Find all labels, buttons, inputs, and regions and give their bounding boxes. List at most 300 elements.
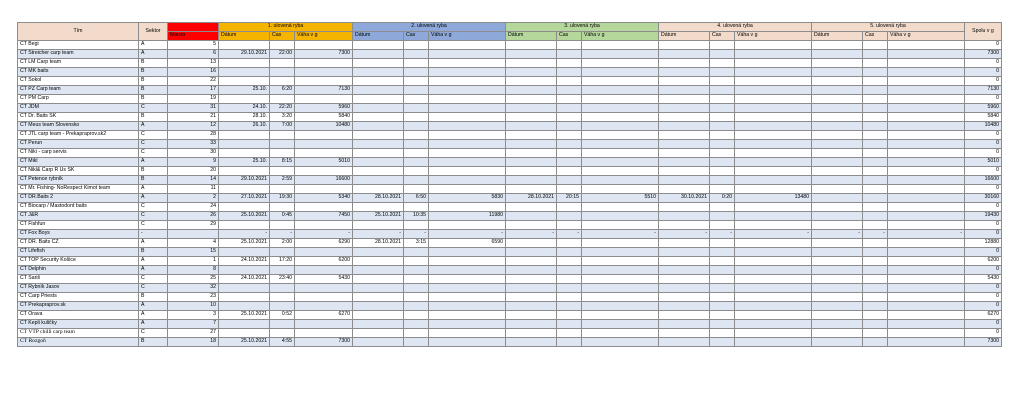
fish-3-time-cell[interactable] — [557, 275, 582, 284]
total-cell[interactable]: 0 — [965, 149, 1002, 158]
place-cell[interactable]: 23 — [168, 293, 219, 302]
fish-1-time-cell[interactable] — [270, 68, 295, 77]
total-cell[interactable]: 0 — [965, 302, 1002, 311]
fish-3-time-cell[interactable] — [557, 131, 582, 140]
fish-3-weight-cell[interactable] — [582, 266, 659, 275]
fish-1-date-cell[interactable] — [219, 140, 270, 149]
fish-2-date-cell[interactable] — [353, 86, 404, 95]
team-cell[interactable]: CT Fox Boys — [18, 230, 139, 239]
fish-5-time-cell[interactable] — [863, 41, 888, 50]
fish-3-date-cell[interactable]: - — [506, 230, 557, 239]
fish-1-time-cell[interactable]: 0:45 — [270, 212, 295, 221]
fish-4-time-cell[interactable]: 0:20 — [710, 194, 735, 203]
fish-3-date-cell[interactable] — [506, 293, 557, 302]
fish-3-date-cell[interactable] — [506, 149, 557, 158]
place-cell[interactable]: 32 — [168, 284, 219, 293]
fish-2-time-cell[interactable] — [404, 257, 429, 266]
team-cell[interactable]: CT Streicher carp team — [18, 50, 139, 59]
fish-1-date-cell[interactable]: 25.10. — [219, 158, 270, 167]
sector-cell[interactable]: A — [139, 41, 168, 50]
fish-1-date-cell[interactable] — [219, 41, 270, 50]
fish-2-weight-cell[interactable] — [429, 293, 506, 302]
team-cell[interactable]: CT DR. Baits CZ — [18, 239, 139, 248]
team-cell[interactable]: CT JDM — [18, 104, 139, 113]
fish-2-time-cell[interactable]: 3:15 — [404, 239, 429, 248]
fish-4-date-cell[interactable] — [659, 212, 710, 221]
fish-4-weight-cell[interactable] — [735, 113, 812, 122]
fish-1-weight-cell[interactable] — [295, 149, 353, 158]
fish-2-time-cell[interactable] — [404, 203, 429, 212]
fish-5-time-cell[interactable] — [863, 176, 888, 185]
fish-2-weight-cell[interactable] — [429, 113, 506, 122]
fish-3-date-cell[interactable] — [506, 257, 557, 266]
sector-cell[interactable]: B — [139, 59, 168, 68]
fish-2-date-cell[interactable]: - — [353, 230, 404, 239]
fish-4-date-cell[interactable] — [659, 68, 710, 77]
fish-1-date-cell[interactable] — [219, 77, 270, 86]
header-fish-2[interactable]: 2. ulovená ryba — [353, 23, 506, 32]
total-cell[interactable]: 7300 — [965, 50, 1002, 59]
sector-cell[interactable]: A — [139, 266, 168, 275]
total-cell[interactable]: 0 — [965, 131, 1002, 140]
fish-2-date-cell[interactable] — [353, 284, 404, 293]
fish-2-weight-cell[interactable] — [429, 95, 506, 104]
fish-1-date-cell[interactable]: 25.10.2021 — [219, 239, 270, 248]
fish-2-time-cell[interactable] — [404, 167, 429, 176]
fish-3-weight-cell[interactable] — [582, 95, 659, 104]
total-cell[interactable]: 5010 — [965, 158, 1002, 167]
fish-3-date-cell[interactable] — [506, 212, 557, 221]
fish-4-time-cell[interactable] — [710, 176, 735, 185]
fish-1-time-cell[interactable]: 2:59 — [270, 176, 295, 185]
fish-1-time-cell[interactable] — [270, 329, 295, 338]
fish-4-time-cell[interactable] — [710, 122, 735, 131]
team-cell[interactable]: CT LM Carp team — [18, 59, 139, 68]
fish-5-weight-cell[interactable] — [888, 149, 965, 158]
fish-4-weight-cell[interactable] — [735, 275, 812, 284]
fish-5-date-cell[interactable] — [812, 149, 863, 158]
fish-1-weight-cell[interactable] — [295, 248, 353, 257]
fish-2-date-cell[interactable] — [353, 203, 404, 212]
team-cell[interactable]: CT Perun — [18, 140, 139, 149]
fish-3-date-cell[interactable] — [506, 221, 557, 230]
fish-4-date-cell[interactable] — [659, 275, 710, 284]
fish-3-weight-cell[interactable] — [582, 41, 659, 50]
fish-1-time-cell[interactable]: 22:20 — [270, 104, 295, 113]
team-cell[interactable]: CT DR.Baits 2 — [18, 194, 139, 203]
fish-2-time-cell[interactable] — [404, 176, 429, 185]
fish-4-time-cell[interactable] — [710, 167, 735, 176]
fish-4-date-cell[interactable] — [659, 293, 710, 302]
header-weight-2[interactable]: Váha v g — [429, 32, 506, 41]
fish-4-time-cell[interactable] — [710, 68, 735, 77]
fish-3-time-cell[interactable] — [557, 293, 582, 302]
fish-1-weight-cell[interactable] — [295, 131, 353, 140]
fish-3-weight-cell[interactable] — [582, 257, 659, 266]
fish-5-date-cell[interactable] — [812, 77, 863, 86]
place-cell[interactable]: 24 — [168, 203, 219, 212]
fish-2-time-cell[interactable] — [404, 113, 429, 122]
fish-5-date-cell[interactable] — [812, 284, 863, 293]
total-cell[interactable]: 7300 — [965, 338, 1002, 347]
fish-2-date-cell[interactable] — [353, 158, 404, 167]
fish-4-weight-cell[interactable]: - — [735, 230, 812, 239]
fish-4-date-cell[interactable] — [659, 77, 710, 86]
fish-3-time-cell[interactable] — [557, 284, 582, 293]
fish-5-time-cell[interactable] — [863, 158, 888, 167]
team-cell[interactable]: CT Rybník Jasov — [18, 284, 139, 293]
fish-3-date-cell[interactable] — [506, 122, 557, 131]
fish-3-date-cell[interactable] — [506, 239, 557, 248]
fish-3-time-cell[interactable] — [557, 122, 582, 131]
fish-5-time-cell[interactable] — [863, 50, 888, 59]
fish-4-date-cell[interactable] — [659, 95, 710, 104]
fish-3-time-cell[interactable] — [557, 113, 582, 122]
fish-3-date-cell[interactable] — [506, 131, 557, 140]
fish-4-date-cell[interactable] — [659, 176, 710, 185]
fish-2-time-cell[interactable] — [404, 122, 429, 131]
fish-4-weight-cell[interactable] — [735, 68, 812, 77]
fish-5-time-cell[interactable] — [863, 212, 888, 221]
fish-2-time-cell[interactable] — [404, 149, 429, 158]
fish-5-weight-cell[interactable] — [888, 239, 965, 248]
fish-1-date-cell[interactable] — [219, 284, 270, 293]
fish-4-time-cell[interactable] — [710, 338, 735, 347]
fish-2-weight-cell[interactable] — [429, 59, 506, 68]
fish-2-date-cell[interactable] — [353, 50, 404, 59]
fish-1-weight-cell[interactable] — [295, 77, 353, 86]
fish-5-weight-cell[interactable] — [888, 176, 965, 185]
fish-3-weight-cell[interactable] — [582, 167, 659, 176]
fish-5-time-cell[interactable] — [863, 86, 888, 95]
fish-3-date-cell[interactable] — [506, 338, 557, 347]
fish-1-date-cell[interactable] — [219, 320, 270, 329]
fish-4-time-cell[interactable] — [710, 212, 735, 221]
fish-1-weight-cell[interactable] — [295, 59, 353, 68]
fish-5-weight-cell[interactable] — [888, 104, 965, 113]
fish-4-time-cell[interactable] — [710, 320, 735, 329]
fish-1-weight-cell[interactable]: 7300 — [295, 338, 353, 347]
fish-2-weight-cell[interactable] — [429, 329, 506, 338]
fish-4-time-cell[interactable] — [710, 113, 735, 122]
fish-5-date-cell[interactable] — [812, 41, 863, 50]
fish-3-weight-cell[interactable] — [582, 221, 659, 230]
total-cell[interactable]: 0 — [965, 329, 1002, 338]
fish-5-date-cell[interactable] — [812, 104, 863, 113]
place-cell[interactable]: 26 — [168, 212, 219, 221]
total-cell[interactable]: 16600 — [965, 176, 1002, 185]
fish-4-date-cell[interactable] — [659, 329, 710, 338]
total-cell[interactable]: 12880 — [965, 239, 1002, 248]
fish-5-time-cell[interactable] — [863, 140, 888, 149]
fish-5-weight-cell[interactable] — [888, 284, 965, 293]
fish-3-time-cell[interactable]: - — [557, 230, 582, 239]
fish-3-date-cell[interactable] — [506, 329, 557, 338]
fish-1-time-cell[interactable]: 7:00 — [270, 122, 295, 131]
fish-5-time-cell[interactable] — [863, 302, 888, 311]
fish-3-date-cell[interactable] — [506, 140, 557, 149]
sector-cell[interactable]: B — [139, 167, 168, 176]
fish-1-weight-cell[interactable] — [295, 329, 353, 338]
fish-4-time-cell[interactable] — [710, 104, 735, 113]
fish-2-weight-cell[interactable]: 11980 — [429, 212, 506, 221]
fish-1-date-cell[interactable]: 24.10. — [219, 104, 270, 113]
fish-1-time-cell[interactable]: 2:00 — [270, 239, 295, 248]
team-cell[interactable]: CT PM Carp — [18, 95, 139, 104]
sector-cell[interactable]: A — [139, 302, 168, 311]
fish-2-date-cell[interactable] — [353, 338, 404, 347]
fish-2-weight-cell[interactable] — [429, 266, 506, 275]
fish-5-weight-cell[interactable] — [888, 95, 965, 104]
fish-3-time-cell[interactable] — [557, 239, 582, 248]
fish-1-date-cell[interactable] — [219, 149, 270, 158]
fish-3-weight-cell[interactable]: - — [582, 230, 659, 239]
fish-4-time-cell[interactable] — [710, 311, 735, 320]
fish-5-date-cell[interactable] — [812, 329, 863, 338]
fish-4-date-cell[interactable] — [659, 41, 710, 50]
fish-4-date-cell[interactable] — [659, 86, 710, 95]
sector-cell[interactable]: C — [139, 140, 168, 149]
total-cell[interactable]: 0 — [965, 185, 1002, 194]
sector-cell[interactable]: C — [139, 329, 168, 338]
fish-1-time-cell[interactable] — [270, 41, 295, 50]
total-cell[interactable]: 0 — [965, 68, 1002, 77]
fish-2-weight-cell[interactable]: 6590 — [429, 239, 506, 248]
fish-4-time-cell[interactable] — [710, 131, 735, 140]
fish-2-time-cell[interactable] — [404, 50, 429, 59]
fish-1-weight-cell[interactable]: 7300 — [295, 50, 353, 59]
header-sector[interactable]: Sektor — [139, 23, 168, 41]
sector-cell[interactable]: C — [139, 203, 168, 212]
fish-5-date-cell[interactable] — [812, 158, 863, 167]
fish-1-date-cell[interactable] — [219, 329, 270, 338]
fish-3-weight-cell[interactable]: 5510 — [582, 194, 659, 203]
fish-2-time-cell[interactable] — [404, 104, 429, 113]
fish-5-weight-cell[interactable] — [888, 77, 965, 86]
fish-5-weight-cell[interactable] — [888, 86, 965, 95]
fish-5-time-cell[interactable] — [863, 194, 888, 203]
fish-3-weight-cell[interactable] — [582, 140, 659, 149]
fish-5-date-cell[interactable] — [812, 203, 863, 212]
fish-2-time-cell[interactable] — [404, 275, 429, 284]
fish-5-weight-cell[interactable] — [888, 275, 965, 284]
header-time-1[interactable]: Čas — [270, 32, 295, 41]
fish-5-weight-cell[interactable] — [888, 320, 965, 329]
team-cell[interactable]: CT Carp Priests — [18, 293, 139, 302]
fish-2-weight-cell[interactable] — [429, 77, 506, 86]
fish-4-time-cell[interactable] — [710, 275, 735, 284]
team-cell[interactable]: CT TOP Security Košice — [18, 257, 139, 266]
fish-4-weight-cell[interactable] — [735, 104, 812, 113]
sector-cell[interactable]: C — [139, 221, 168, 230]
fish-1-time-cell[interactable] — [270, 59, 295, 68]
sector-cell[interactable]: B — [139, 176, 168, 185]
fish-5-weight-cell[interactable] — [888, 338, 965, 347]
sector-cell[interactable]: - — [139, 230, 168, 239]
fish-4-date-cell[interactable] — [659, 140, 710, 149]
fish-4-date-cell[interactable] — [659, 59, 710, 68]
fish-1-weight-cell[interactable]: 5960 — [295, 104, 353, 113]
fish-3-date-cell[interactable] — [506, 320, 557, 329]
fish-2-weight-cell[interactable] — [429, 185, 506, 194]
sector-cell[interactable]: B — [139, 68, 168, 77]
place-cell[interactable]: 27 — [168, 329, 219, 338]
fish-3-time-cell[interactable]: 20:15 — [557, 194, 582, 203]
fish-2-time-cell[interactable] — [404, 284, 429, 293]
place-cell[interactable]: 14 — [168, 176, 219, 185]
total-cell[interactable]: 5840 — [965, 113, 1002, 122]
place-cell[interactable]: 20 — [168, 167, 219, 176]
total-cell[interactable]: 0 — [965, 41, 1002, 50]
fish-4-weight-cell[interactable] — [735, 257, 812, 266]
fish-5-weight-cell[interactable] — [888, 185, 965, 194]
fish-1-weight-cell[interactable]: 7130 — [295, 86, 353, 95]
fish-2-date-cell[interactable] — [353, 167, 404, 176]
fish-3-weight-cell[interactable] — [582, 158, 659, 167]
fish-5-time-cell[interactable] — [863, 338, 888, 347]
fish-4-time-cell[interactable] — [710, 302, 735, 311]
fish-4-weight-cell[interactable] — [735, 86, 812, 95]
fish-5-time-cell[interactable] — [863, 122, 888, 131]
fish-2-time-cell[interactable]: 6:50 — [404, 194, 429, 203]
header-date-5[interactable]: Dátum — [812, 32, 863, 41]
fish-3-date-cell[interactable] — [506, 203, 557, 212]
fish-4-date-cell[interactable] — [659, 122, 710, 131]
fish-3-date-cell[interactable] — [506, 59, 557, 68]
fish-3-time-cell[interactable] — [557, 167, 582, 176]
fish-5-weight-cell[interactable] — [888, 113, 965, 122]
fish-5-time-cell[interactable] — [863, 239, 888, 248]
fish-1-date-cell[interactable]: 25.10. — [219, 86, 270, 95]
fish-2-date-cell[interactable] — [353, 140, 404, 149]
fish-1-weight-cell[interactable] — [295, 266, 353, 275]
fish-4-date-cell[interactable] — [659, 158, 710, 167]
fish-1-time-cell[interactable]: 0:52 — [270, 311, 295, 320]
place-cell[interactable]: 2 — [168, 194, 219, 203]
header-time-2[interactable]: Čas — [404, 32, 429, 41]
fish-5-time-cell[interactable] — [863, 104, 888, 113]
fish-3-weight-cell[interactable] — [582, 302, 659, 311]
total-cell[interactable]: 0 — [965, 221, 1002, 230]
sector-cell[interactable]: B — [139, 293, 168, 302]
fish-5-date-cell[interactable] — [812, 113, 863, 122]
fish-2-time-cell[interactable] — [404, 221, 429, 230]
header-date-3[interactable]: Dátum — [506, 32, 557, 41]
fish-2-date-cell[interactable] — [353, 221, 404, 230]
total-cell[interactable]: 0 — [965, 95, 1002, 104]
fish-5-time-cell[interactable] — [863, 149, 888, 158]
fish-2-weight-cell[interactable]: - — [429, 230, 506, 239]
fish-2-date-cell[interactable] — [353, 41, 404, 50]
fish-2-date-cell[interactable] — [353, 311, 404, 320]
fish-1-date-cell[interactable] — [219, 167, 270, 176]
fish-5-date-cell[interactable] — [812, 266, 863, 275]
fish-1-weight-cell[interactable] — [295, 68, 353, 77]
fish-1-time-cell[interactable] — [270, 302, 295, 311]
fish-1-time-cell[interactable] — [270, 248, 295, 257]
fish-5-time-cell[interactable] — [863, 293, 888, 302]
fish-5-weight-cell[interactable] — [888, 302, 965, 311]
fish-3-weight-cell[interactable] — [582, 149, 659, 158]
sector-cell[interactable]: A — [139, 239, 168, 248]
fish-1-time-cell[interactable]: 23:40 — [270, 275, 295, 284]
total-cell[interactable]: 0 — [965, 230, 1002, 239]
fish-5-weight-cell[interactable] — [888, 158, 965, 167]
team-cell[interactable]: CT Petence rybník — [18, 176, 139, 185]
fish-1-time-cell[interactable] — [270, 140, 295, 149]
fish-4-weight-cell[interactable] — [735, 50, 812, 59]
fish-5-weight-cell[interactable] — [888, 311, 965, 320]
fish-1-date-cell[interactable]: 25.10.2021 — [219, 311, 270, 320]
fish-3-date-cell[interactable] — [506, 167, 557, 176]
fish-3-weight-cell[interactable] — [582, 275, 659, 284]
fish-2-date-cell[interactable] — [353, 122, 404, 131]
header-date-2[interactable]: Dátum — [353, 32, 404, 41]
fish-1-date-cell[interactable] — [219, 221, 270, 230]
fish-3-weight-cell[interactable] — [582, 338, 659, 347]
fish-5-time-cell[interactable] — [863, 320, 888, 329]
team-cell[interactable]: CT Šariš — [18, 275, 139, 284]
fish-2-time-cell[interactable] — [404, 95, 429, 104]
team-cell[interactable]: CT Kepli kuličky — [18, 320, 139, 329]
header-date-4[interactable]: Dátum — [659, 32, 710, 41]
fish-1-weight-cell[interactable]: 5010 — [295, 158, 353, 167]
team-cell[interactable]: CT VTP chilli carp team — [18, 329, 139, 338]
fish-1-time-cell[interactable] — [270, 284, 295, 293]
fish-4-date-cell[interactable] — [659, 113, 710, 122]
header-place[interactable]: Miesto — [168, 32, 219, 41]
fish-2-time-cell[interactable] — [404, 158, 429, 167]
fish-5-date-cell[interactable] — [812, 122, 863, 131]
fish-1-weight-cell[interactable]: 16600 — [295, 176, 353, 185]
fish-1-date-cell[interactable]: - — [219, 230, 270, 239]
fish-1-date-cell[interactable] — [219, 131, 270, 140]
fish-4-date-cell[interactable] — [659, 131, 710, 140]
total-cell[interactable]: 19430 — [965, 212, 1002, 221]
fish-4-date-cell[interactable] — [659, 284, 710, 293]
place-cell[interactable]: 21 — [168, 113, 219, 122]
fish-3-time-cell[interactable] — [557, 95, 582, 104]
fish-2-weight-cell[interactable] — [429, 176, 506, 185]
fish-3-date-cell[interactable] — [506, 86, 557, 95]
fish-4-weight-cell[interactable] — [735, 302, 812, 311]
fish-3-time-cell[interactable] — [557, 266, 582, 275]
fish-4-weight-cell[interactable] — [735, 338, 812, 347]
fish-2-weight-cell[interactable] — [429, 41, 506, 50]
fish-4-weight-cell[interactable] — [735, 185, 812, 194]
fish-4-time-cell[interactable] — [710, 248, 735, 257]
fish-1-weight-cell[interactable]: 6200 — [295, 257, 353, 266]
fish-3-weight-cell[interactable] — [582, 122, 659, 131]
fish-4-date-cell[interactable] — [659, 338, 710, 347]
place-cell[interactable]: 6 — [168, 50, 219, 59]
fish-4-date-cell[interactable] — [659, 248, 710, 257]
fish-1-weight-cell[interactable]: 5430 — [295, 275, 353, 284]
fish-2-weight-cell[interactable] — [429, 221, 506, 230]
header-total[interactable]: Spolu v g — [965, 23, 1002, 41]
fish-2-time-cell[interactable] — [404, 311, 429, 320]
sector-cell[interactable]: C — [139, 149, 168, 158]
header-fish-5[interactable]: 5. ulovená ryba — [812, 23, 965, 32]
fish-2-weight-cell[interactable] — [429, 68, 506, 77]
fish-2-date-cell[interactable] — [353, 275, 404, 284]
fish-2-date-cell[interactable] — [353, 302, 404, 311]
fish-5-time-cell[interactable] — [863, 185, 888, 194]
fish-2-date-cell[interactable] — [353, 149, 404, 158]
fish-3-time-cell[interactable] — [557, 59, 582, 68]
team-cell[interactable]: CT Mikl — [18, 158, 139, 167]
fish-5-weight-cell[interactable] — [888, 221, 965, 230]
